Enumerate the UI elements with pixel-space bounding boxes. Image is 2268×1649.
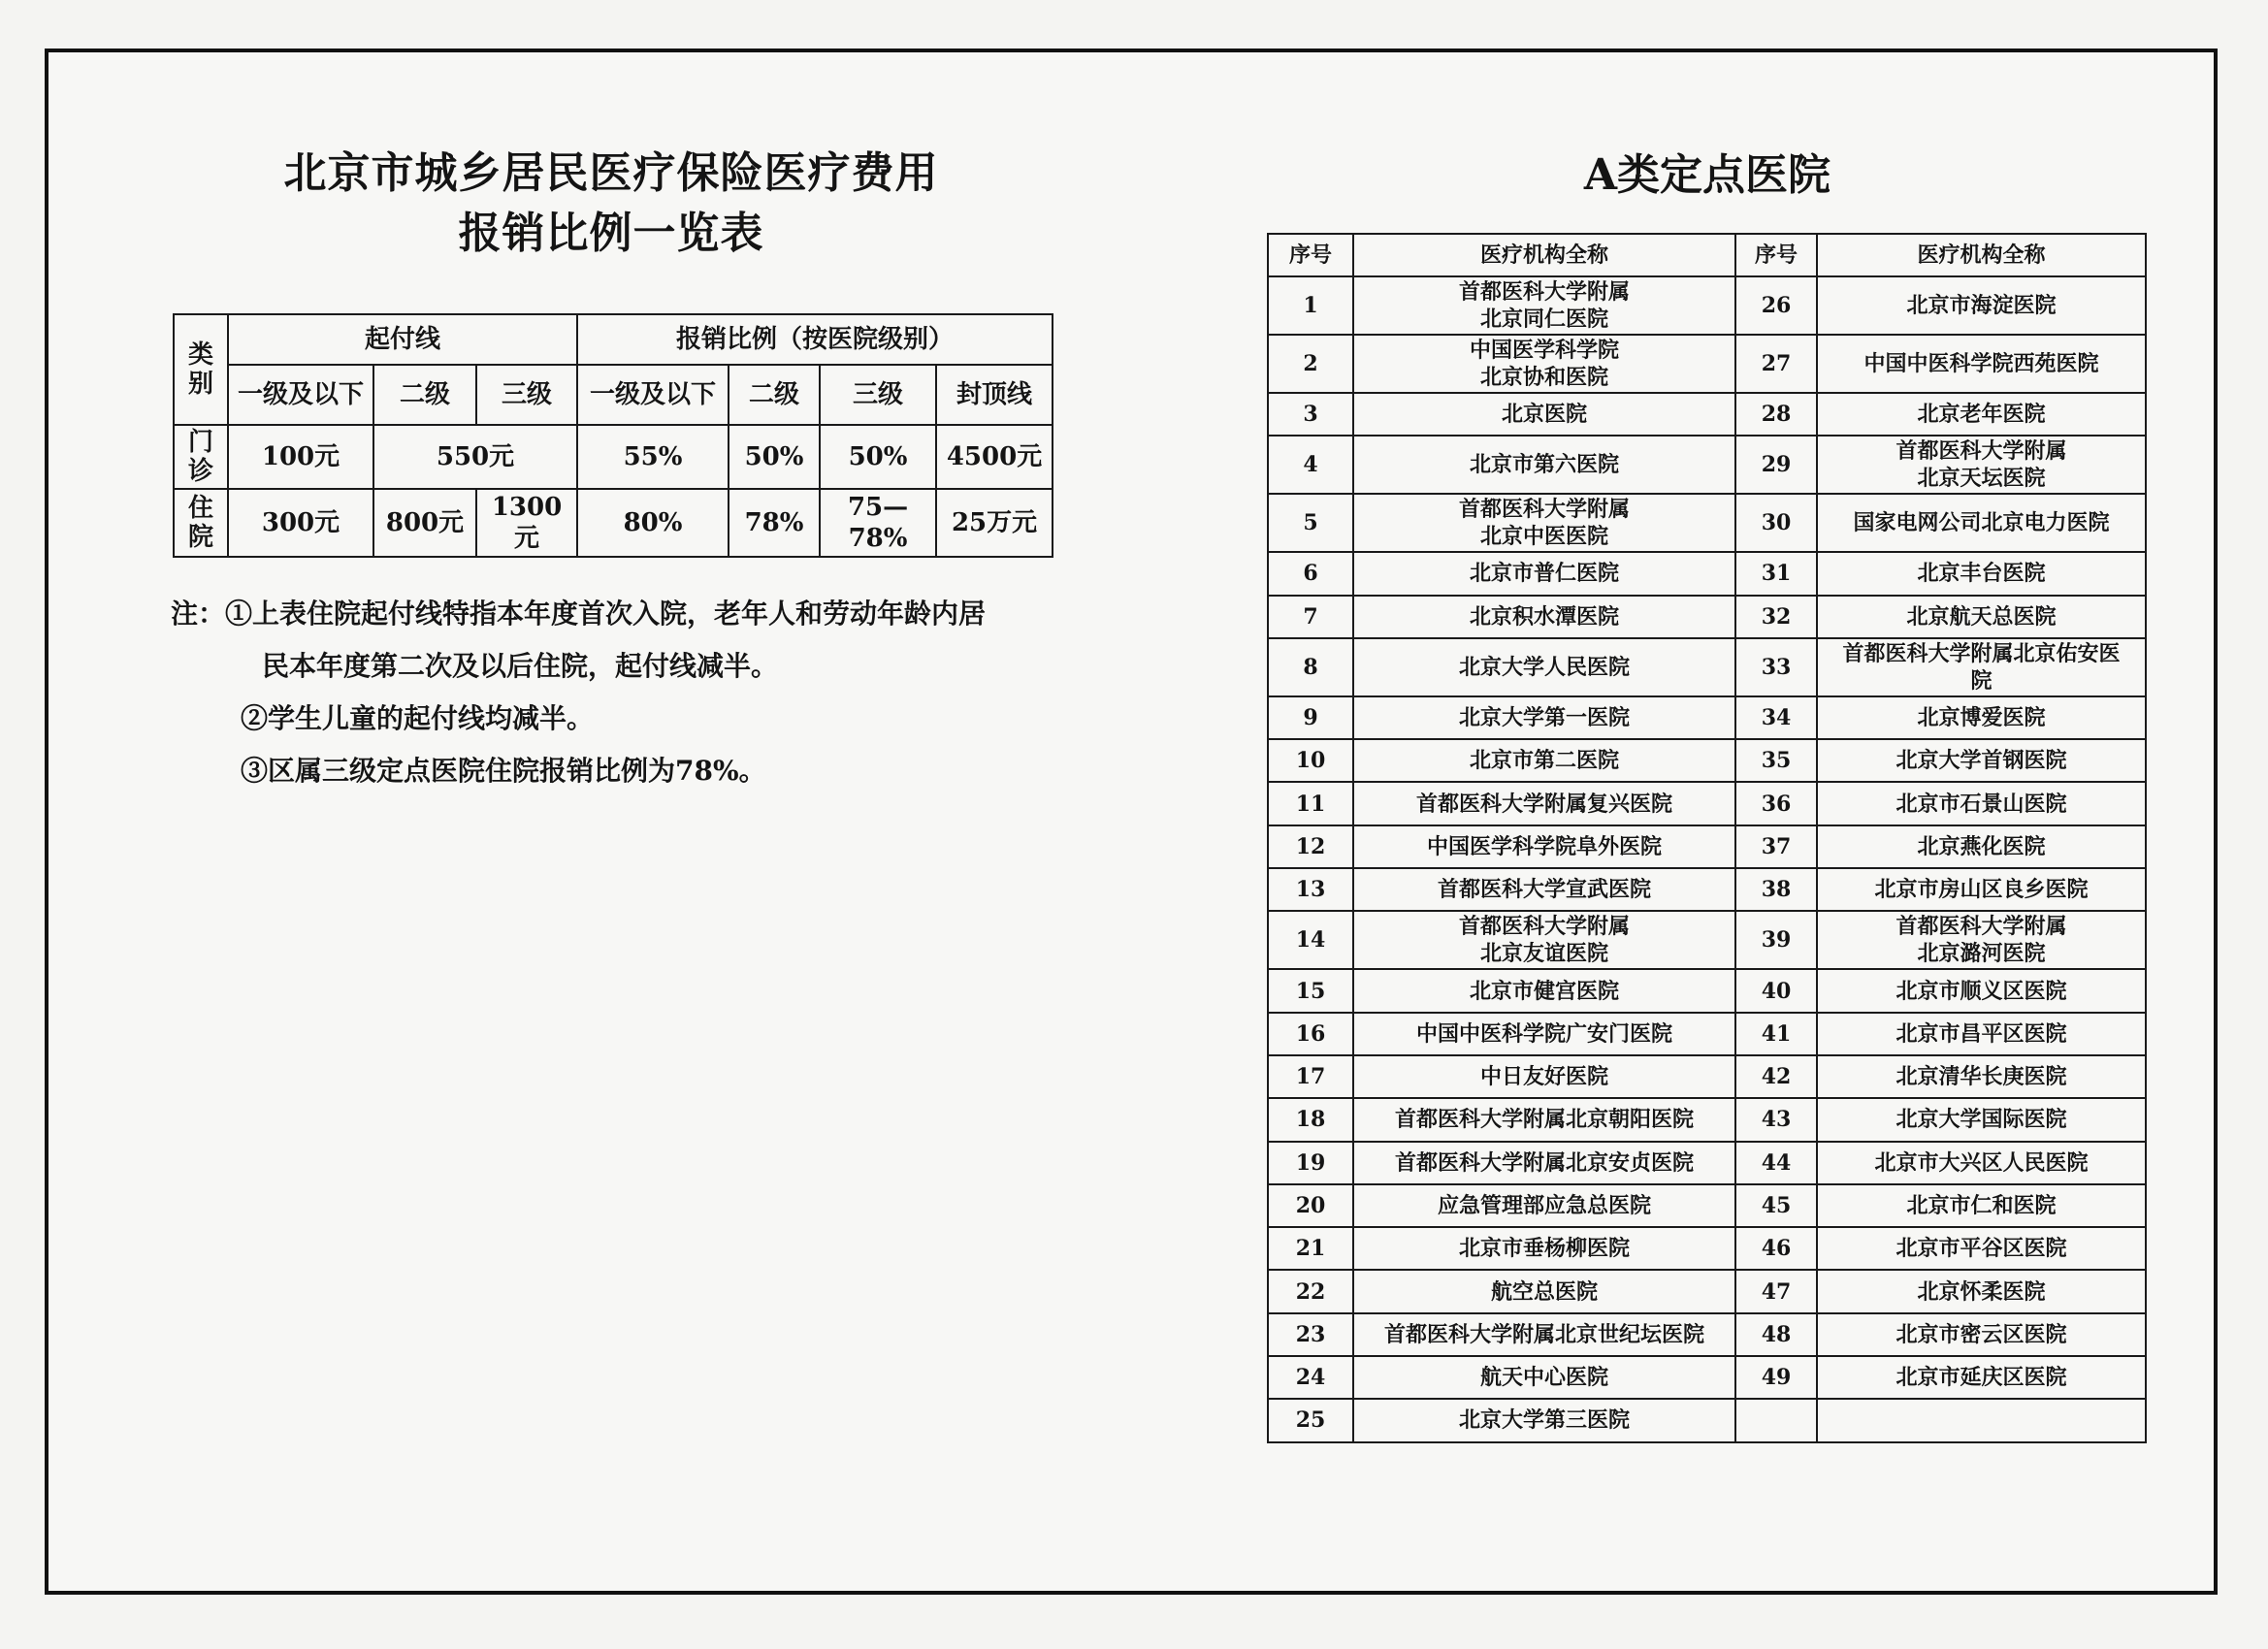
table-row [1268, 1184, 2146, 1227]
table-row [1268, 1313, 2146, 1356]
row-no: 10 [1268, 739, 1353, 782]
hospital-name2 [1817, 276, 2146, 335]
row-no2: 27 [1735, 335, 1817, 393]
hospital-name [1353, 1313, 1735, 1356]
hospital-name2 [1817, 552, 2146, 595]
row-category: 门诊 [174, 425, 228, 489]
hospital-name2-line: 北京市昌平区医院 [1895, 1020, 2067, 1047]
note-1: ①上表住院起付线特指本年度首次入院，老年人和劳动年龄内居 [225, 598, 987, 630]
table-row [1268, 638, 2146, 696]
hospital-name2-line: 北京老年医院 [1917, 402, 2046, 428]
hospital-name-line: 北京大学人民医院 [1458, 654, 1630, 680]
hospital-name [1353, 868, 1735, 911]
row-no: 2 [1268, 335, 1353, 393]
row-no2: 36 [1735, 782, 1817, 824]
row-no2: 37 [1735, 825, 1817, 868]
hospital-name-line: 中日友好医院 [1479, 1064, 1608, 1090]
cell: 800元 [373, 489, 476, 557]
hospital-name2-line: 北京航天总医院 [1906, 603, 2057, 630]
sub-header: 二级 [373, 365, 476, 425]
row-no: 24 [1268, 1356, 1353, 1399]
row-no2: 31 [1735, 552, 1817, 595]
hospital-name2 [1817, 739, 2146, 782]
hospital-name2-line: 首都医科大学附属 [1895, 438, 2067, 465]
reimbursement-title [233, 144, 989, 264]
hospital-name-line: 北京中医医院 [1479, 524, 1608, 550]
row-no: 9 [1268, 696, 1353, 739]
hospital-name-line: 北京积水潭医院 [1469, 603, 1619, 630]
hospital-name-line: 首都医科大学附属复兴医院 [1415, 791, 1672, 817]
row-no: 13 [1268, 868, 1353, 911]
cell: 1300元 [476, 489, 577, 557]
table-row [1268, 825, 2146, 868]
sub-header: 一级及以下 [228, 365, 373, 425]
hospital-name-line: 航天中心医院 [1479, 1365, 1608, 1391]
sub-header: 一级及以下 [577, 365, 729, 425]
row-no: 14 [1268, 911, 1353, 969]
hospital-name [1353, 1098, 1735, 1141]
row-no: 21 [1268, 1227, 1353, 1270]
hospital-name2 [1817, 1356, 2146, 1399]
note-3: ③区属三级定点医院住院报销比例为78%。 [241, 755, 766, 787]
hospital-name2 [1817, 638, 2146, 696]
hospital-name2-line: 首都医科大学附属北京佑安医 [1842, 640, 2121, 666]
row-category: 住院 [174, 489, 228, 557]
hospital-name [1353, 596, 1735, 638]
table-row [1268, 1356, 2146, 1399]
hospital-name [1353, 969, 1735, 1012]
hospital-name2-line: 北京天坛医院 [1917, 466, 2046, 492]
row-no2: 48 [1735, 1313, 1817, 1356]
hospital-name-line: 北京协和医院 [1479, 365, 1608, 390]
hospital-name2-line: 北京潞河医院 [1917, 941, 2046, 967]
hospital-name2-line: 中国中医科学院西苑医院 [1863, 351, 2099, 376]
row-no2: 28 [1735, 393, 1817, 436]
hospital-name2 [1817, 1055, 2146, 1098]
row-no2: 33 [1735, 638, 1817, 696]
hospital-name2 [1817, 825, 2146, 868]
row-no2: 44 [1735, 1142, 1817, 1184]
hospital-name-line: 首都医科大学附属 [1458, 279, 1630, 305]
hospital-name-line: 首都医科大学附属北京世纪坛医院 [1383, 1321, 1704, 1347]
hospital-name2 [1817, 436, 2146, 494]
reimburse-header: 报销比例（按医院级别） [577, 314, 1053, 365]
cell: 300元 [228, 489, 373, 557]
hospital-name-line: 中国医学科学院阜外医院 [1426, 833, 1662, 859]
hospital-name-line: 应急管理部应急总医院 [1437, 1193, 1651, 1218]
hospital-name-line: 北京医院 [1501, 402, 1587, 428]
hospital-name2-line: 北京大学首钢医院 [1895, 748, 2067, 774]
hospital-name [1353, 638, 1735, 696]
hospital-name-line: 航空总医院 [1490, 1278, 1598, 1305]
hospital-name2-line: 院 [1970, 667, 1993, 694]
row-no: 17 [1268, 1055, 1353, 1098]
cell: 78% [729, 489, 820, 557]
row-no: 7 [1268, 596, 1353, 638]
table-row [1268, 335, 2146, 393]
hospital-name2 [1817, 1399, 2146, 1441]
hospital-name-line: 北京大学第三医院 [1458, 1407, 1630, 1434]
hospital-name2 [1817, 1313, 2146, 1356]
hospital-name2-line: 北京市石景山医院 [1895, 791, 2067, 817]
sub-header: 三级 [820, 365, 936, 425]
hospital-name [1353, 825, 1735, 868]
sub-header: 二级 [729, 365, 820, 425]
table-row [1268, 782, 2146, 824]
hospital-name-line: 北京市健宫医院 [1469, 978, 1619, 1004]
hospital-name2 [1817, 696, 2146, 739]
row-no: 1 [1268, 276, 1353, 335]
header-name: 医疗机构全称 [1353, 234, 1735, 276]
hospital-name2-line: 国家电网公司北京电力医院 [1853, 510, 2110, 536]
row-no2: 30 [1735, 494, 1817, 552]
row-no2: 46 [1735, 1227, 1817, 1270]
hospital-name2 [1817, 969, 2146, 1012]
cell: 55% [577, 425, 729, 489]
hospital-name2-line: 北京燕化医院 [1917, 833, 2046, 859]
row-no: 16 [1268, 1013, 1353, 1055]
hospital-name2-line: 北京怀柔医院 [1917, 1278, 2046, 1305]
header-no: 序号 [1268, 234, 1353, 276]
hospital-name2-line: 北京市仁和医院 [1906, 1193, 2057, 1218]
hospital-name2 [1817, 911, 2146, 969]
row-no: 6 [1268, 552, 1353, 595]
table-row [1268, 1013, 2146, 1055]
row-no: 20 [1268, 1184, 1353, 1227]
hospital-name-line: 北京市第六医院 [1469, 452, 1619, 478]
hospital-name2-line: 首都医科大学附属 [1895, 914, 2067, 940]
cell: 100元 [228, 425, 373, 489]
hospital-name [1353, 1227, 1735, 1270]
table-row [1268, 696, 2146, 739]
row-no2: 34 [1735, 696, 1817, 739]
table-row [1268, 1270, 2146, 1312]
hospital-name [1353, 1356, 1735, 1399]
hospital-name2-line: 北京市房山区良乡医院 [1874, 877, 2089, 903]
table-row [174, 425, 1053, 489]
row-no: 12 [1268, 825, 1353, 868]
table-row [1268, 1399, 2146, 1441]
row-no2: 40 [1735, 969, 1817, 1012]
hospital-name2 [1817, 782, 2146, 824]
hospital-name-line: 北京市普仁医院 [1469, 561, 1619, 587]
row-no2: 39 [1735, 911, 1817, 969]
header-no2: 序号 [1735, 234, 1817, 276]
table-row [1268, 739, 2146, 782]
hospital-name2 [1817, 1142, 2146, 1184]
row-no2: 38 [1735, 868, 1817, 911]
deductible-header: 起付线 [228, 314, 577, 365]
hospital-name2 [1817, 393, 2146, 436]
table-row [1268, 436, 2146, 494]
row-no: 22 [1268, 1270, 1353, 1312]
hospital-name [1353, 1142, 1735, 1184]
cell: 50% [729, 425, 820, 489]
hospital-name2 [1817, 1227, 2146, 1270]
hospital-name2-line: 北京市平谷区医院 [1895, 1236, 2067, 1262]
row-no: 11 [1268, 782, 1353, 824]
hospital-list-title: A类定点医院 [1583, 150, 1831, 200]
hospital-name [1353, 494, 1735, 552]
cell: 4500元 [936, 425, 1053, 489]
hospital-name-line: 北京大学第一医院 [1458, 705, 1630, 731]
row-no: 8 [1268, 638, 1353, 696]
cell: 550元 [373, 425, 577, 489]
sub-header: 封顶线 [936, 365, 1053, 425]
row-no2: 29 [1735, 436, 1817, 494]
table-row [1268, 868, 2146, 911]
hospital-name2 [1817, 1013, 2146, 1055]
row-no: 25 [1268, 1399, 1353, 1441]
table-row [1268, 596, 2146, 638]
reimbursement-table [173, 313, 1053, 558]
row-no: 19 [1268, 1142, 1353, 1184]
hospital-name [1353, 696, 1735, 739]
table-row [1268, 1142, 2146, 1184]
hospital-name [1353, 1184, 1735, 1227]
note-1-cont: 民本年度第二次及以后住院，起付线减半。 [262, 650, 779, 682]
hospital-name-line: 首都医科大学附属北京朝阳医院 [1394, 1107, 1694, 1133]
hospital-name-line: 中国医学科学院 [1469, 338, 1619, 363]
note-2: ②学生儿童的起付线均减半。 [241, 702, 595, 734]
hospital-name [1353, 1055, 1735, 1098]
cell: 50% [820, 425, 936, 489]
row-no2: 35 [1735, 739, 1817, 782]
table-row [1268, 969, 2146, 1012]
row-no: 15 [1268, 969, 1353, 1012]
hospital-name [1353, 436, 1735, 494]
table-row [174, 489, 1053, 557]
hospital-name-line: 北京市第二医院 [1469, 748, 1619, 774]
hospital-name2-line: 北京市海淀医院 [1906, 293, 2057, 318]
table-row [1268, 494, 2146, 552]
header-name2: 医疗机构全称 [1817, 234, 2146, 276]
table-row [1268, 1055, 2146, 1098]
notes-prefix: 注： [171, 598, 226, 630]
hospital-name [1353, 1399, 1735, 1441]
row-no: 23 [1268, 1313, 1353, 1356]
title-line-2: 报销比例一览表 [458, 209, 764, 258]
hospital-name [1353, 335, 1735, 393]
hospital-name-line: 首都医科大学附属北京安贞医院 [1394, 1149, 1694, 1176]
hospital-name2 [1817, 335, 2146, 393]
row-no2: 43 [1735, 1098, 1817, 1141]
hospital-name-line: 首都医科大学附属 [1458, 497, 1630, 523]
hospital-name2-line: 北京市大兴区人民医院 [1874, 1149, 2089, 1176]
row-no: 18 [1268, 1098, 1353, 1141]
hospital-name [1353, 1013, 1735, 1055]
cell: 80% [577, 489, 729, 557]
hospital-name2 [1817, 1098, 2146, 1141]
table-row [1268, 911, 2146, 969]
table-row [1268, 1098, 2146, 1141]
notes [171, 588, 1063, 797]
row-no: 5 [1268, 494, 1353, 552]
hospital-name [1353, 276, 1735, 335]
title-line-1: 北京市城乡居民医疗保险医疗费用 [283, 148, 939, 198]
hospital-name-line: 北京市垂杨柳医院 [1458, 1236, 1630, 1262]
row-no2: 42 [1735, 1055, 1817, 1098]
hospital-name2-line: 北京博爱医院 [1917, 705, 2046, 731]
hospital-name-line: 中国中医科学院广安门医院 [1415, 1020, 1672, 1047]
sub-header: 三级 [476, 365, 577, 425]
row-no2: 26 [1735, 276, 1817, 335]
hospital-name2-line: 北京清华长庚医院 [1895, 1064, 2067, 1090]
hospital-name [1353, 552, 1735, 595]
category-header: 类别 [174, 314, 228, 425]
hospital-name2 [1817, 596, 2146, 638]
row-no: 3 [1268, 393, 1353, 436]
hospital-name-line: 北京友谊医院 [1479, 941, 1608, 967]
table-row [1268, 552, 2146, 595]
hospital-name [1353, 911, 1735, 969]
hospital-name2-line: 北京市延庆区医院 [1895, 1365, 2067, 1391]
hospital-name2-line: 北京丰台医院 [1917, 561, 2046, 587]
row-no2: 45 [1735, 1184, 1817, 1227]
table-row [1268, 1227, 2146, 1270]
hospital-name2 [1817, 1270, 2146, 1312]
hospital-table [1267, 233, 2147, 1443]
table-row [1268, 393, 2146, 436]
row-no: 4 [1268, 436, 1353, 494]
hospital-name-line: 首都医科大学附属 [1458, 914, 1630, 940]
row-no2: 47 [1735, 1270, 1817, 1312]
cell: 75—78% [820, 489, 936, 557]
hospital-name [1353, 782, 1735, 824]
hospital-name2-line: 北京市密云区医院 [1895, 1321, 2067, 1347]
row-no2 [1735, 1399, 1817, 1441]
row-no2: 49 [1735, 1356, 1817, 1399]
hospital-name-line: 首都医科大学宣武医院 [1437, 877, 1651, 903]
cell: 25万元 [936, 489, 1053, 557]
hospital-name2 [1817, 1184, 2146, 1227]
hospital-name [1353, 739, 1735, 782]
hospital-name [1353, 393, 1735, 436]
hospital-name2-line: 北京市顺义区医院 [1895, 978, 2067, 1004]
hospital-name2-line: 北京大学国际医院 [1895, 1107, 2067, 1133]
table-row [1268, 276, 2146, 335]
row-no2: 32 [1735, 596, 1817, 638]
hospital-name-line: 北京同仁医院 [1479, 307, 1608, 332]
hospital-name2 [1817, 868, 2146, 911]
hospital-name2 [1817, 494, 2146, 552]
row-no2: 41 [1735, 1013, 1817, 1055]
hospital-name [1353, 1270, 1735, 1312]
